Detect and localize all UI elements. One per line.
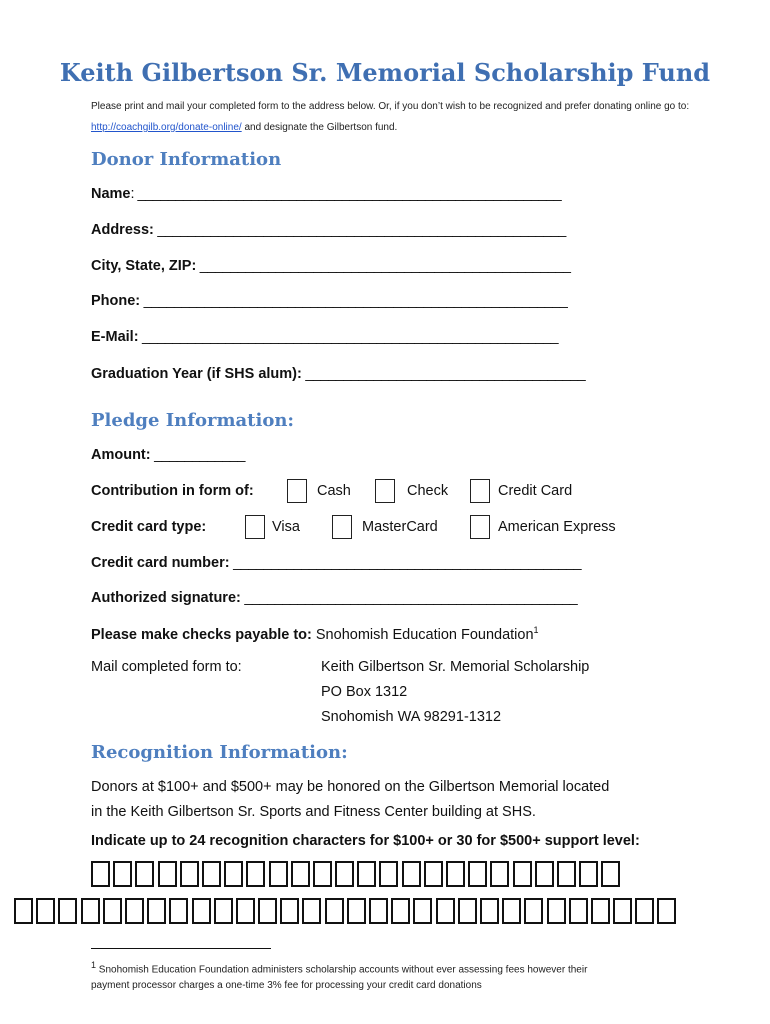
recognition-character-box[interactable]: [480, 898, 499, 924]
recognition-character-box[interactable]: [579, 861, 598, 887]
visa-checkbox[interactable]: [245, 515, 265, 539]
address-line[interactable]: ______________________________________________________: [153, 222, 566, 238]
footnote-text-line-2: payment processor charges a one-time 3% fee for processing your credit card donations: [91, 980, 482, 992]
recognition-character-box[interactable]: [214, 898, 233, 924]
recognition-characters-row-24: [91, 861, 620, 887]
name-field[interactable]: [91, 186, 561, 202]
pledge-information-heading: Pledge Information:: [91, 410, 295, 431]
recognition-character-box[interactable]: [490, 861, 509, 887]
recognition-character-box[interactable]: [347, 898, 366, 924]
footnote-marker: 1: [533, 625, 539, 635]
recognition-character-box[interactable]: [36, 898, 55, 924]
recognition-text-line-1: Donors at $100+ and $500+ may be honored on the Gilbertson Memorial located: [91, 779, 610, 795]
recognition-character-box[interactable]: [246, 861, 265, 887]
recognition-character-box[interactable]: [524, 898, 543, 924]
visa-label: Visa: [272, 519, 300, 535]
city-state-zip-line[interactable]: _________________________________________________: [196, 258, 571, 274]
check-label: Check: [407, 483, 449, 499]
recognition-character-box[interactable]: [424, 861, 443, 887]
email-label: E-Mail:: [91, 329, 139, 345]
recognition-character-box[interactable]: [14, 898, 33, 924]
city-state-zip-field[interactable]: [91, 258, 570, 274]
recognition-character-box[interactable]: [569, 898, 588, 924]
recognition-character-box[interactable]: [125, 898, 144, 924]
mastercard-checkbox[interactable]: [332, 515, 352, 539]
mail-address-line-2: PO Box 1312: [321, 684, 408, 700]
recognition-character-box[interactable]: [169, 898, 188, 924]
graduation-year-field[interactable]: [91, 366, 585, 382]
address-label: Address:: [91, 222, 154, 238]
recognition-character-box[interactable]: [291, 861, 310, 887]
contribution-label: Contribution in form of:: [91, 483, 254, 499]
recognition-character-box[interactable]: [391, 898, 410, 924]
amount-line[interactable]: ____________: [150, 447, 245, 463]
recognition-character-box[interactable]: [502, 898, 521, 924]
credit-card-type-label: Credit card type:: [91, 519, 207, 535]
recognition-character-box[interactable]: [135, 861, 154, 887]
recognition-character-box[interactable]: [280, 898, 299, 924]
recognition-character-box[interactable]: [591, 898, 610, 924]
recognition-character-box[interactable]: [436, 898, 455, 924]
credit-card-number-field[interactable]: [91, 555, 581, 571]
american-express-label: American Express: [498, 519, 616, 535]
intro-text: [91, 96, 691, 138]
check-checkbox[interactable]: [375, 479, 395, 503]
credit-card-number-line[interactable]: ______________________________________________: [229, 555, 582, 571]
authorized-signature-field[interactable]: [91, 590, 577, 606]
amount-label: Amount:: [91, 447, 151, 463]
recognition-character-box[interactable]: [158, 861, 177, 887]
recognition-instruction: Indicate up to 24 recognition characters for $100+ or 30 for $500+ support level:: [91, 833, 640, 849]
intro-text-before: Please print and mail your completed form to the address below. Or, if you don’t wish to be recognized and prefer donating online go to:: [91, 101, 690, 112]
payable-to-label: Please make checks payable to:: [91, 626, 312, 643]
recognition-character-box[interactable]: [613, 898, 632, 924]
recognition-character-box[interactable]: [113, 861, 132, 887]
recognition-character-box[interactable]: [402, 861, 421, 887]
recognition-character-box[interactable]: [513, 861, 532, 887]
credit-card-number-label: Credit card number:: [91, 555, 230, 571]
recognition-character-box[interactable]: [357, 861, 376, 887]
recognition-character-box[interactable]: [236, 898, 255, 924]
recognition-character-box[interactable]: [103, 898, 122, 924]
phone-line[interactable]: ________________________________________________________: [140, 293, 568, 309]
recognition-character-box[interactable]: [325, 898, 344, 924]
recognition-character-box[interactable]: [192, 898, 211, 924]
mail-address-line-1: Keith Gilbertson Sr. Memorial Scholarship: [321, 659, 590, 675]
donor-information-heading: Donor Information: [91, 149, 282, 170]
graduation-year-label: Graduation Year (if SHS alum):: [91, 366, 302, 382]
american-express-checkbox[interactable]: [470, 515, 490, 539]
email-field[interactable]: [91, 329, 558, 345]
recognition-character-box[interactable]: [601, 861, 620, 887]
recognition-character-box[interactable]: [224, 861, 243, 887]
phone-label: Phone:: [91, 293, 141, 309]
recognition-character-box[interactable]: [180, 861, 199, 887]
credit-card-label: Credit Card: [498, 483, 573, 499]
recognition-character-box[interactable]: [302, 898, 321, 924]
recognition-character-box[interactable]: [91, 861, 110, 887]
footnote: [91, 957, 691, 994]
recognition-character-box[interactable]: [635, 898, 654, 924]
recognition-character-box[interactable]: [147, 898, 166, 924]
name-line[interactable]: : ________________________________________________________: [130, 186, 562, 202]
email-line[interactable]: _______________________________________________________: [138, 329, 559, 345]
recognition-character-box[interactable]: [547, 898, 566, 924]
mastercard-label: MasterCard: [362, 519, 438, 535]
recognition-character-box[interactable]: [535, 861, 554, 887]
amount-field[interactable]: [91, 447, 245, 463]
cash-label: Cash: [317, 483, 351, 499]
donate-online-link[interactable]: http://coachgilb.org/donate-online/: [91, 122, 242, 133]
city-state-zip-label: City, State, ZIP:: [91, 258, 197, 274]
name-label: Name: [91, 186, 131, 202]
recognition-character-box[interactable]: [81, 898, 100, 924]
recognition-characters-row-30: [14, 898, 676, 924]
cash-checkbox[interactable]: [287, 479, 307, 503]
recognition-character-box[interactable]: [657, 898, 676, 924]
recognition-character-box[interactable]: [313, 861, 332, 887]
mail-address-line-3: Snohomish WA 98291-1312: [321, 709, 502, 725]
authorized-signature-line[interactable]: ____________________________________________: [240, 590, 578, 606]
recognition-character-box[interactable]: [269, 861, 288, 887]
recognition-character-box[interactable]: [379, 861, 398, 887]
graduation-year-line[interactable]: _____________________________________: [301, 366, 586, 382]
footnote-text-line-1: Snohomish Education Foundation administers scholarship accounts without ever assessing fees however their: [96, 964, 588, 976]
recognition-character-box[interactable]: [458, 898, 477, 924]
credit-card-checkbox[interactable]: [470, 479, 490, 503]
payable-to: [91, 625, 539, 643]
recognition-character-box[interactable]: [58, 898, 77, 924]
recognition-information-heading: Recognition Information:: [91, 742, 348, 763]
payable-to-value: Snohomish Education Foundation: [311, 626, 534, 643]
recognition-character-box[interactable]: [202, 861, 221, 887]
address-field[interactable]: [91, 222, 566, 238]
mail-form-label: Mail completed form to:: [91, 659, 242, 675]
footnote-divider: [91, 948, 271, 949]
recognition-text-line-2: in the Keith Gilbertson Sr. Sports and Fitness Center building at SHS.: [91, 804, 536, 820]
recognition-character-box[interactable]: [369, 898, 388, 924]
phone-field[interactable]: [91, 293, 567, 309]
footnote-number: 1: [91, 960, 97, 970]
recognition-character-box[interactable]: [468, 861, 487, 887]
intro-text-after: and designate the Gilbertson fund.: [241, 122, 398, 133]
recognition-character-box[interactable]: [335, 861, 354, 887]
recognition-character-box[interactable]: [258, 898, 277, 924]
authorized-signature-label: Authorized signature:: [91, 590, 241, 606]
recognition-character-box[interactable]: [446, 861, 465, 887]
form-title: Keith Gilbertson Sr. Memorial Scholarship Fund: [59, 58, 711, 87]
recognition-character-box[interactable]: [557, 861, 576, 887]
recognition-character-box[interactable]: [413, 898, 432, 924]
